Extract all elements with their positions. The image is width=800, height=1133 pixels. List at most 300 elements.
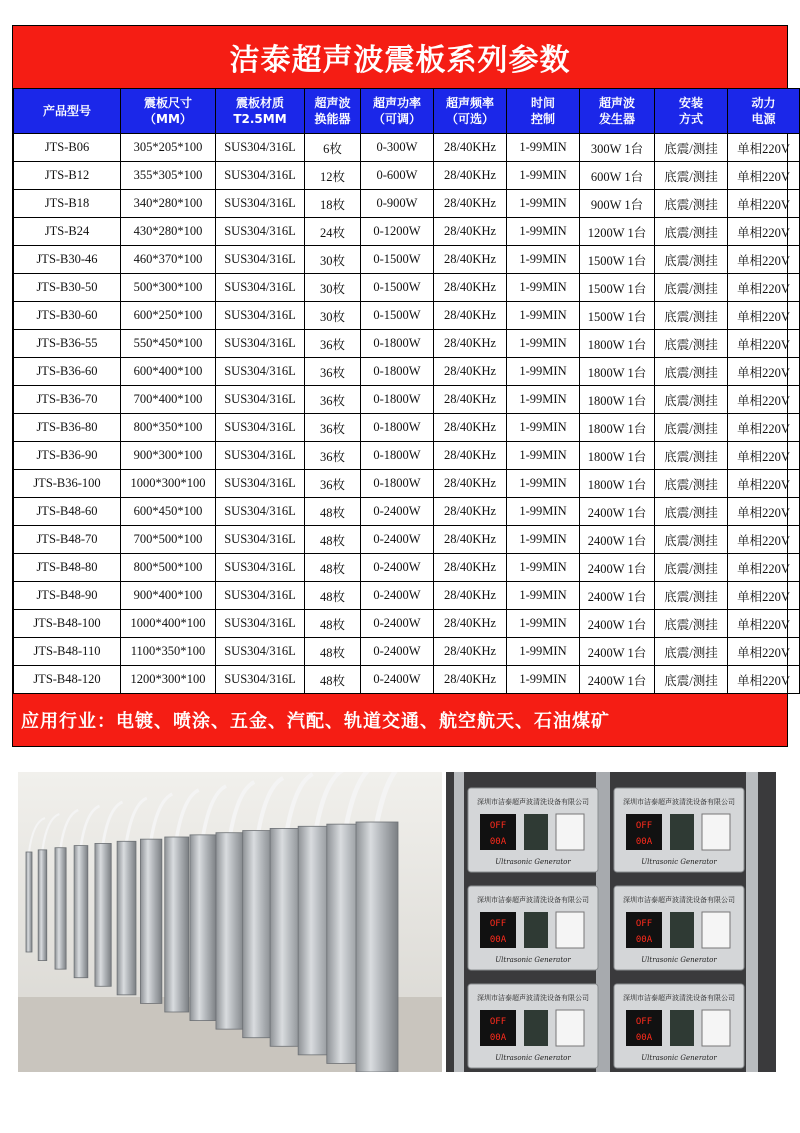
table-cell: 0-2400W [361,638,434,666]
industry-banner [13,694,787,746]
table-cell: 0-1200W [361,218,434,246]
plate-body [190,835,217,1021]
table-cell: 单相220V [728,134,800,162]
table-cell: 单相220V [728,218,800,246]
generator-rack-illustration [446,772,776,1072]
table-row [14,330,800,358]
table-cell: 28/40KHz [434,162,507,190]
table-cell: 28/40KHz [434,526,507,554]
display-bottom: 00A [635,935,653,945]
table-cell: 0-1500W [361,246,434,274]
power-switch [702,814,730,850]
table-cell: 单相220V [728,358,800,386]
table-cell: 底震/测挂 [655,134,728,162]
table-cell: 700*400*100 [121,386,216,414]
table-cell: 0-1800W [361,442,434,470]
table-cell: 单相220V [728,554,800,582]
table-cell: SUS304/316L [216,554,305,582]
table-cell: 0-900W [361,190,434,218]
table-cell: JTS-B36-90 [14,442,121,470]
column-header-line: 电源 [751,112,776,126]
button-panel [670,814,694,850]
column-header-line: T2.5MM [233,112,287,126]
column-header-line: 换能器 [314,112,351,126]
table-cell: 24枚 [305,218,361,246]
table-cell: 底震/测挂 [655,554,728,582]
transducer-plates-illustration [18,772,442,1072]
table-cell: 0-1800W [361,330,434,358]
table-cell: 单相220V [728,470,800,498]
table-cell: 单相220V [728,302,800,330]
spec-sheet [12,25,788,747]
table-row [14,358,800,386]
power-switch [556,912,584,948]
column-header-line: 动力 [751,96,776,110]
table-cell: 28/40KHz [434,358,507,386]
plate-body [165,837,189,1012]
column-header-line: （可选） [445,112,494,126]
table-cell: 600*400*100 [121,358,216,386]
table-cell: SUS304/316L [216,498,305,526]
table-cell: 28/40KHz [434,442,507,470]
table-cell: 底震/测挂 [655,274,728,302]
table-cell: JTS-B18 [14,190,121,218]
table-row [14,470,800,498]
table-cell: JTS-B36-70 [14,386,121,414]
column-header [14,89,121,134]
table-cell: 底震/测挂 [655,638,728,666]
table-cell: 单相220V [728,638,800,666]
table-cell: 36枚 [305,330,361,358]
table-cell: SUS304/316L [216,470,305,498]
table-cell: 28/40KHz [434,330,507,358]
plate-body [140,839,161,1003]
table-cell: SUS304/316L [216,414,305,442]
table-cell: 1500W 1台 [580,274,655,302]
table-cell: 1200*300*100 [121,666,216,694]
table-cell: 2400W 1台 [580,526,655,554]
table-cell: 0-1800W [361,358,434,386]
table-cell: JTS-B48-70 [14,526,121,554]
table-cell: JTS-B06 [14,134,121,162]
column-header-line: 震板尺寸 [143,96,192,110]
table-cell: 底震/测挂 [655,610,728,638]
display-top: OFF [489,821,507,831]
power-switch [702,1010,730,1046]
table-cell: 单相220V [728,386,800,414]
table-cell: 1800W 1台 [580,442,655,470]
table-cell: 30枚 [305,246,361,274]
table-cell: 900*400*100 [121,582,216,610]
table-cell: 1-99MIN [507,414,580,442]
table-cell: SUS304/316L [216,330,305,358]
generator-unit [468,788,598,872]
table-cell: 28/40KHz [434,554,507,582]
table-cell: 2400W 1台 [580,554,655,582]
table-cell: 28/40KHz [434,190,507,218]
table-cell: 600*250*100 [121,302,216,330]
table-row [14,442,800,470]
table-cell: SUS304/316L [216,610,305,638]
table-cell: 1-99MIN [507,498,580,526]
table-cell: 单相220V [728,442,800,470]
table-cell: SUS304/316L [216,442,305,470]
table-cell: 28/40KHz [434,386,507,414]
table-cell: 底震/测挂 [655,358,728,386]
table-cell: SUS304/316L [216,666,305,694]
table-cell: JTS-B48-100 [14,610,121,638]
table-cell: 1100*350*100 [121,638,216,666]
brand-label: 深圳市洁泰超声波清洗设备有限公司 [623,798,735,806]
table-cell: 48枚 [305,554,361,582]
spec-table [13,88,800,694]
table-cell: 28/40KHz [434,274,507,302]
table-cell: 1-99MIN [507,442,580,470]
table-cell: 底震/测挂 [655,386,728,414]
table-cell: 6枚 [305,134,361,162]
display-bottom: 00A [489,837,507,847]
column-header [121,89,216,134]
column-header-line: 发生器 [598,112,635,126]
table-cell: 1-99MIN [507,554,580,582]
table-cell: 0-2400W [361,498,434,526]
table-cell: 500*300*100 [121,274,216,302]
table-cell: 2400W 1台 [580,582,655,610]
table-cell: SUS304/316L [216,302,305,330]
table-cell: 0-1800W [361,414,434,442]
table-cell: 单相220V [728,330,800,358]
table-cell: 28/40KHz [434,610,507,638]
table-cell: 28/40KHz [434,302,507,330]
table-row [14,414,800,442]
table-row [14,274,800,302]
table-cell: 1-99MIN [507,274,580,302]
table-cell: 单相220V [728,526,800,554]
table-cell: 800*500*100 [121,554,216,582]
table-cell: JTS-B36-60 [14,358,121,386]
table-row [14,190,800,218]
plate-body [26,852,32,952]
table-row [14,498,800,526]
table-cell: 底震/测挂 [655,302,728,330]
table-cell: 2400W 1台 [580,638,655,666]
column-header [216,89,305,134]
table-cell: 340*280*100 [121,190,216,218]
table-cell: 1800W 1台 [580,330,655,358]
table-cell: 2400W 1台 [580,498,655,526]
display-top: OFF [635,821,653,831]
table-cell: 800*350*100 [121,414,216,442]
table-cell: 0-2400W [361,526,434,554]
table-cell: 1-99MIN [507,162,580,190]
display-top: OFF [489,919,507,929]
table-row [14,134,800,162]
table-cell: 1-99MIN [507,470,580,498]
table-cell: 28/40KHz [434,498,507,526]
table-cell: 底震/测挂 [655,666,728,694]
display-bottom: 00A [489,1033,507,1043]
column-header-line: 产品型号 [42,104,91,118]
table-cell: 1-99MIN [507,666,580,694]
display-bottom: 00A [635,1033,653,1043]
table-cell: 1500W 1台 [580,246,655,274]
table-cell: 0-1800W [361,386,434,414]
table-cell: JTS-B30-60 [14,302,121,330]
column-header [305,89,361,134]
table-cell: 0-1800W [361,470,434,498]
column-header [434,89,507,134]
table-cell: 1800W 1台 [580,414,655,442]
table-cell: 0-2400W [361,666,434,694]
table-cell: 底震/测挂 [655,218,728,246]
table-cell: 底震/测挂 [655,414,728,442]
table-row [14,302,800,330]
display-top: OFF [489,1017,507,1027]
table-cell: 28/40KHz [434,582,507,610]
column-header [728,89,800,134]
table-row [14,386,800,414]
table-cell: 0-600W [361,162,434,190]
display-bottom: 00A [635,837,653,847]
table-cell: 2400W 1台 [580,610,655,638]
generators-photo [446,772,776,1072]
table-cell: 1-99MIN [507,610,580,638]
power-switch [702,912,730,948]
table-cell: 1-99MIN [507,190,580,218]
table-cell: SUS304/316L [216,134,305,162]
table-cell: JTS-B36-55 [14,330,121,358]
table-cell: 单相220V [728,498,800,526]
column-header-line: 震板材质 [235,96,284,110]
table-cell: 单相220V [728,246,800,274]
generator-name: Ultrasonic Generator [495,858,571,866]
table-cell: 单相220V [728,190,800,218]
brand-label: 深圳市洁泰超声波清洗设备有限公司 [623,994,735,1002]
table-cell: JTS-B36-80 [14,414,121,442]
table-cell: 30枚 [305,274,361,302]
table-cell: JTS-B30-46 [14,246,121,274]
table-cell: 单相220V [728,162,800,190]
button-panel [524,912,548,948]
title-banner [13,26,787,88]
table-row [14,246,800,274]
plate-body [95,843,111,986]
table-row [14,162,800,190]
table-cell: 0-300W [361,134,434,162]
table-cell: JTS-B48-80 [14,554,121,582]
table-cell: 底震/测挂 [655,442,728,470]
table-cell: 底震/测挂 [655,162,728,190]
column-header [580,89,655,134]
button-panel [524,814,548,850]
table-cell: 28/40KHz [434,638,507,666]
table-cell: 1-99MIN [507,302,580,330]
column-header-line: 安装 [678,96,703,110]
table-cell: JTS-B48-120 [14,666,121,694]
table-cell: JTS-B30-50 [14,274,121,302]
table-cell: 1800W 1台 [580,386,655,414]
generator-unit [468,886,598,970]
column-header-line: 方式 [678,112,703,126]
table-cell: 28/40KHz [434,470,507,498]
button-panel [670,1010,694,1046]
table-cell: 48枚 [305,666,361,694]
table-cell: 1-99MIN [507,386,580,414]
table-cell: SUS304/316L [216,386,305,414]
power-switch [556,1010,584,1046]
table-cell: 48枚 [305,498,361,526]
industries-text: 应用行业：电镀、喷涂、五金、汽配、轨道交通、航空航天、石油煤矿 [21,711,610,732]
table-cell: 550*450*100 [121,330,216,358]
table-cell: 48枚 [305,582,361,610]
power-switch [556,814,584,850]
table-cell: 1200W 1台 [580,218,655,246]
table-cell: 1800W 1台 [580,358,655,386]
table-cell: JTS-B48-60 [14,498,121,526]
plate-body [216,833,245,1029]
table-cell: 460*370*100 [121,246,216,274]
table-cell: 48枚 [305,638,361,666]
plate-body [74,846,88,978]
column-header-line: （可调） [372,112,421,126]
display-top: OFF [635,919,653,929]
table-row [14,638,800,666]
table-cell: JTS-B12 [14,162,121,190]
table-cell: 底震/测挂 [655,330,728,358]
table-cell: SUS304/316L [216,274,305,302]
table-row [14,554,800,582]
table-cell: 1-99MIN [507,526,580,554]
table-cell: 1000*400*100 [121,610,216,638]
table-cell: 底震/测挂 [655,498,728,526]
brand-label: 深圳市洁泰超声波清洗设备有限公司 [477,798,589,806]
table-cell: 28/40KHz [434,414,507,442]
generator-name: Ultrasonic Generator [641,956,717,964]
button-panel [670,912,694,948]
table-cell: 300W 1台 [580,134,655,162]
table-cell: 0-2400W [361,582,434,610]
table-cell: 0-2400W [361,610,434,638]
table-row [14,666,800,694]
table-cell: JTS-B48-110 [14,638,121,666]
table-cell: 单相220V [728,414,800,442]
table-cell: SUS304/316L [216,526,305,554]
table-cell: 12枚 [305,162,361,190]
table-cell: 36枚 [305,414,361,442]
generator-name: Ultrasonic Generator [641,858,717,866]
table-cell: 1-99MIN [507,246,580,274]
table-cell: 30枚 [305,302,361,330]
table-cell: SUS304/316L [216,246,305,274]
table-cell: 0-2400W [361,554,434,582]
table-cell: 355*305*100 [121,162,216,190]
table-cell: 单相220V [728,666,800,694]
generator-unit [468,984,598,1068]
table-cell: 28/40KHz [434,218,507,246]
table-cell: 36枚 [305,358,361,386]
table-cell: 1-99MIN [507,330,580,358]
table-cell: SUS304/316L [216,358,305,386]
table-cell: 单相220V [728,274,800,302]
plate-body [243,831,275,1038]
display-bottom: 00A [489,935,507,945]
table-row [14,610,800,638]
column-header-line: 超声波 [314,96,351,110]
table-cell: 28/40KHz [434,246,507,274]
brand-label: 深圳市洁泰超声波清洗设备有限公司 [477,994,589,1002]
table-cell: 单相220V [728,582,800,610]
column-header-line: 控制 [530,112,555,126]
table-cell: 2400W 1台 [580,666,655,694]
table-cell: 0-1500W [361,302,434,330]
plate-body [356,822,398,1072]
table-cell: 600*450*100 [121,498,216,526]
generator-unit [614,886,744,970]
table-cell: JTS-B36-100 [14,470,121,498]
table-cell: SUS304/316L [216,218,305,246]
table-cell: 700*500*100 [121,526,216,554]
plate-body [38,850,47,961]
table-body [14,134,800,694]
column-header-line: 超声波 [598,96,635,110]
brand-label: 深圳市洁泰超声波清洗设备有限公司 [623,896,735,904]
table-cell: 1000*300*100 [121,470,216,498]
table-cell: 1500W 1台 [580,302,655,330]
column-header-line: 时间 [530,96,555,110]
generator-name: Ultrasonic Generator [641,1054,717,1062]
table-cell: 1-99MIN [507,582,580,610]
column-header-line: 超声功率 [372,96,421,110]
table-row [14,526,800,554]
column-header-line: 超声频率 [445,96,494,110]
table-header-row [14,89,800,134]
table-cell: SUS304/316L [216,582,305,610]
table-cell: 底震/测挂 [655,470,728,498]
table-cell: 36枚 [305,470,361,498]
plate-body [117,841,136,995]
transducer-plates-photo [18,772,442,1072]
table-cell: 底震/测挂 [655,582,728,610]
table-cell: JTS-B24 [14,218,121,246]
generator-unit [614,984,744,1068]
column-header-line: （MM） [144,112,192,126]
table-cell: 底震/测挂 [655,190,728,218]
table-cell: 28/40KHz [434,666,507,694]
table-cell: SUS304/316L [216,162,305,190]
table-cell: 1-99MIN [507,218,580,246]
generator-name: Ultrasonic Generator [495,956,571,964]
table-cell: 1-99MIN [507,358,580,386]
display-top: OFF [635,1017,653,1027]
brand-label: 深圳市洁泰超声波清洗设备有限公司 [477,896,589,904]
table-cell: 900W 1台 [580,190,655,218]
table-cell: 430*280*100 [121,218,216,246]
table-cell: 48枚 [305,610,361,638]
table-cell: 28/40KHz [434,134,507,162]
table-cell: SUS304/316L [216,190,305,218]
table-cell: 18枚 [305,190,361,218]
column-header [361,89,434,134]
table-cell: JTS-B48-90 [14,582,121,610]
button-panel [524,1010,548,1046]
table-cell: 305*205*100 [121,134,216,162]
table-cell: 36枚 [305,442,361,470]
table-cell: 48枚 [305,526,361,554]
table-cell: 底震/测挂 [655,246,728,274]
column-header [507,89,580,134]
table-cell: 600W 1台 [580,162,655,190]
table-row [14,218,800,246]
